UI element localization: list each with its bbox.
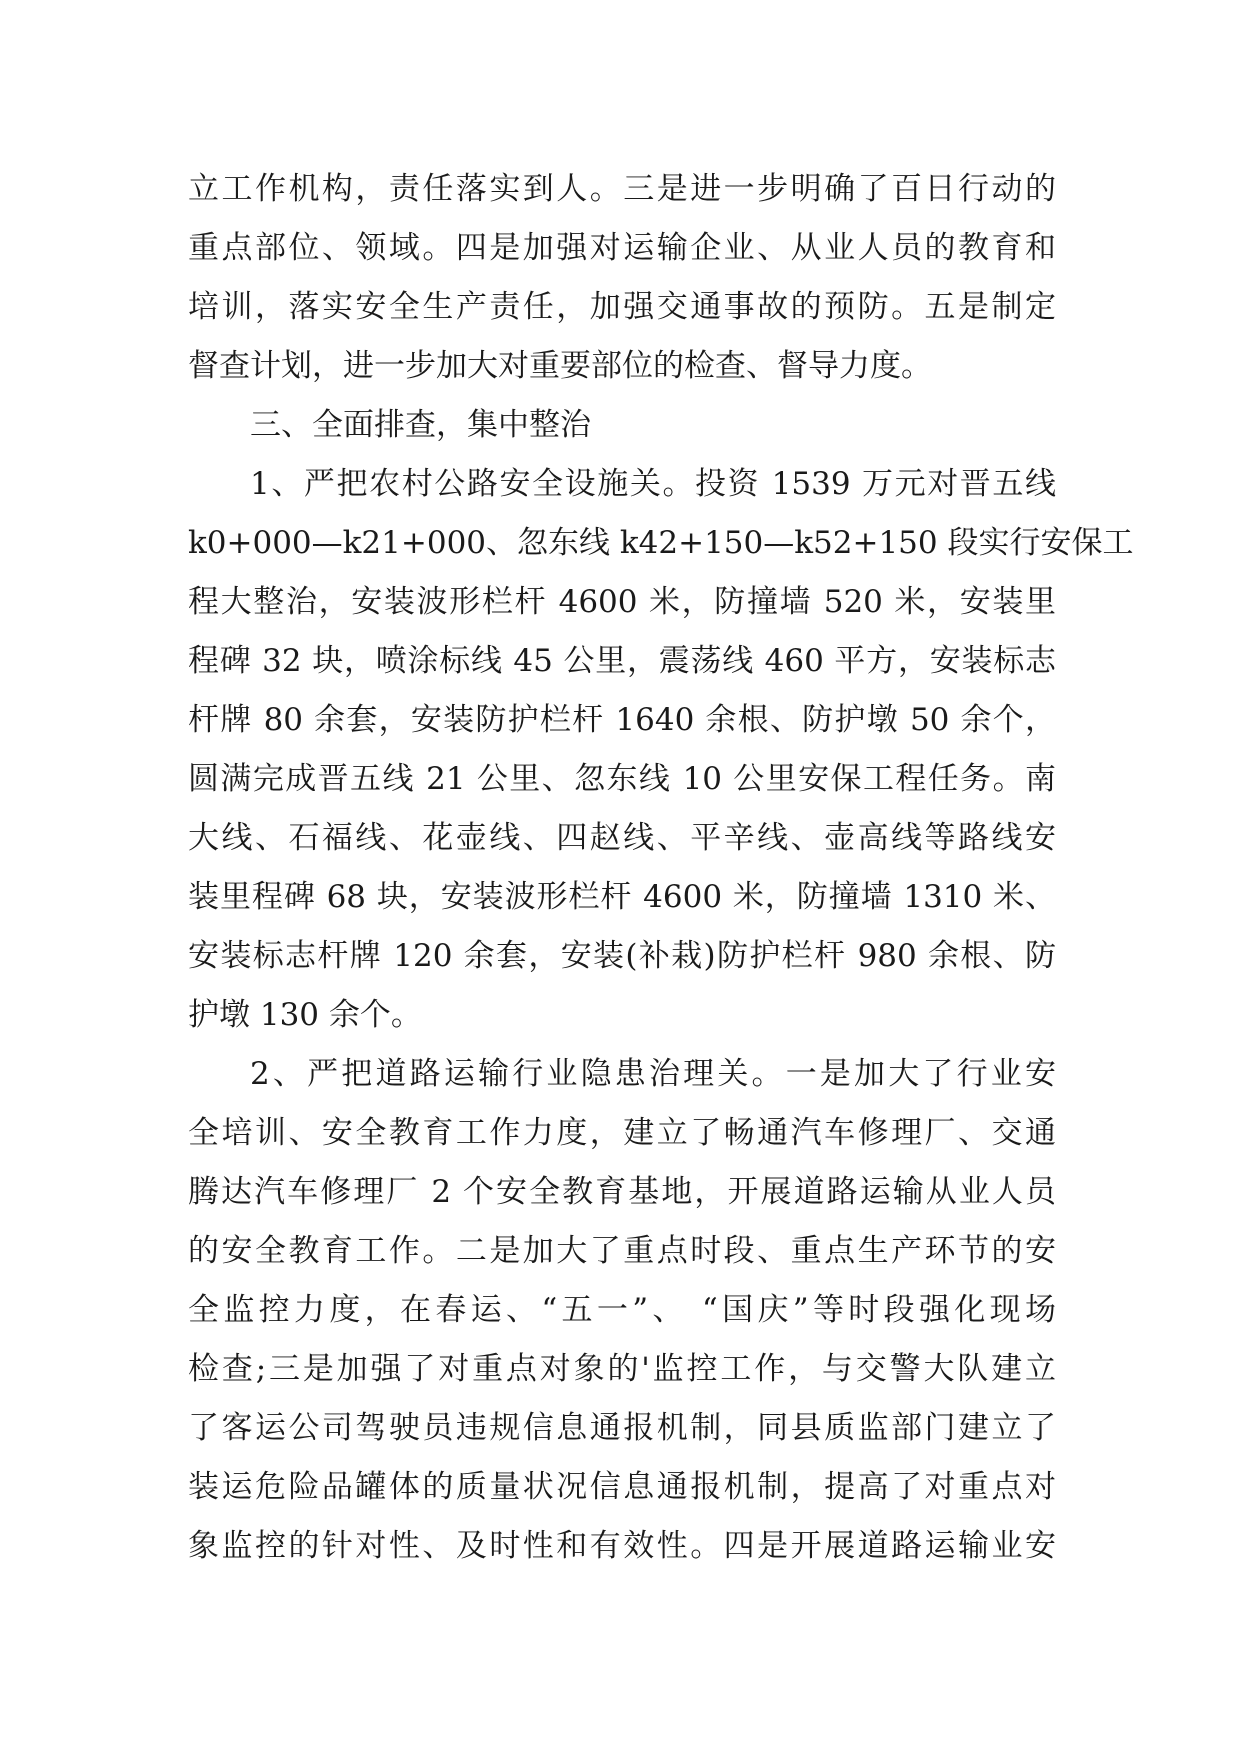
paragraph-line: 培训，落实安全生产责任，加强交通事故的预防。五是制定 [188,289,1056,325]
paragraph-line: 安装标志杆牌 120 余套，安装(补栽)防护栏杆 980 余根、防 [188,938,1056,974]
paragraph-line: 1、严把农村公路安全设施关。投资 1539 万元对晋五线 [250,466,1056,502]
paragraph-line: 的安全教育工作。二是加大了重点时段、重点生产环节的安 [188,1233,1056,1269]
paragraph-line: 程大整治，安装波形栏杆 4600 米，防撞墙 520 米，安装里 [188,584,1056,620]
paragraph-1 [188,160,1056,396]
paragraph-line: 全培训、安全教育工作力度，建立了畅通汽车修理厂、交通 [188,1115,1056,1151]
paragraph-2 [188,455,1134,1045]
paragraph-line: 了客运公司驾驶员违规信息通报机制，同县质监部门建立了 [188,1410,1056,1446]
paragraph-line: 立工作机构，责任落实到人。三是进一步明确了百日行动的 [188,171,1056,207]
paragraph-line: 重点部位、领域。四是加强对运输企业、从业人员的教育和 [188,230,1056,266]
document-body [188,160,1134,1576]
paragraph-line: 象监控的针对性、及时性和有效性。四是开展道路运输业安 [188,1528,1056,1564]
paragraph-line: 2、严把道路运输行业隐患治理关。一是加大了行业安 [250,1056,1056,1092]
paragraph-3 [188,1045,1056,1576]
paragraph-line: 杆牌 80 余套，安装防护栏杆 1640 余根、防护墩 50 余个， [188,702,1056,738]
section-heading: 三、全面排查，集中整治 [250,407,591,443]
paragraph-line: 装里程碑 68 块，安装波形栏杆 4600 米，防撞墙 1310 米、 [188,879,1056,915]
paragraph-line: k0+000—k21+000、忽东线 k42+150—k52+150 段实行安保工 [188,525,1134,561]
paragraph-line: 装运危险品罐体的质量状况信息通报机制，提高了对重点对 [188,1469,1056,1505]
paragraph-line: 全监控力度，在春运、“五一”、 “国庆”等时段强化现场 [188,1292,1056,1328]
paragraph-line: 护墩 130 余个。 [188,997,422,1033]
paragraph-line: 腾达汽车修理厂 2 个安全教育基地，开展道路运输从业人员 [188,1174,1056,1210]
paragraph-line: 圆满完成晋五线 21 公里、忽东线 10 公里安保工程任务。南 [188,761,1056,797]
paragraph-line: 督查计划，进一步加大对重要部位的检查、督导力度。 [188,348,932,384]
paragraph-line: 检查;三是加强了对重点对象的'监控工作，与交警大队建立 [188,1351,1056,1387]
paragraph-line: 程碑 32 块，喷涂标线 45 公里，震荡线 460 平方，安装标志 [188,643,1056,679]
paragraph-line: 大线、石福线、花壶线、四赵线、平辛线、壶高线等路线安 [188,820,1056,856]
